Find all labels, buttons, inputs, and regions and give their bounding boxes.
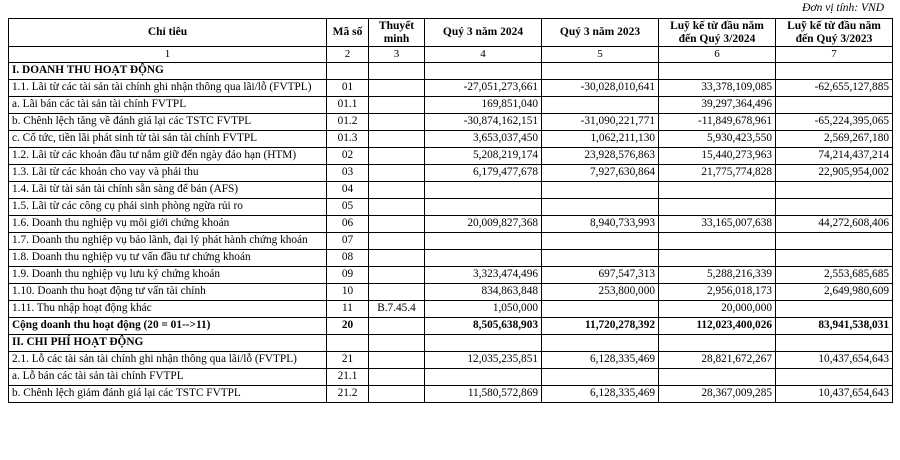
row-note — [369, 385, 425, 402]
row-value-ytd-2023 — [776, 198, 893, 215]
row-code: 20 — [327, 317, 369, 334]
row-label: 1.11. Thu nhập hoạt động khác — [9, 300, 327, 317]
header-ytd-2023 — [776, 18, 893, 47]
row-value-q3-2023: 11,720,278,392 — [542, 317, 659, 334]
row-value-q3-2023: 1,062,211,130 — [542, 130, 659, 147]
row-value-q3-2023 — [542, 62, 659, 79]
row-note — [369, 334, 425, 351]
table-row — [9, 249, 893, 266]
table-row — [9, 368, 893, 385]
row-value-ytd-2023 — [776, 96, 893, 113]
row-value-ytd-2024: 15,440,273,963 — [659, 147, 776, 164]
table-body — [9, 62, 893, 402]
row-note — [369, 215, 425, 232]
row-value-ytd-2024: 33,378,109,085 — [659, 79, 776, 96]
row-label: 1.6. Doanh thu nghiệp vụ môi giới chứng khoán — [9, 215, 327, 232]
table-row — [9, 181, 893, 198]
row-note — [369, 130, 425, 147]
row-value-q3-2024: 1,050,000 — [425, 300, 542, 317]
row-value-q3-2024: 169,851,040 — [425, 96, 542, 113]
header-note-line1: Thuyết — [378, 19, 415, 32]
header-indicator: Chỉ tiêu — [9, 18, 327, 47]
row-label: b. Chênh lệch giảm đánh giá lại các TSTC FVTPL — [9, 385, 327, 402]
table-header — [9, 18, 893, 62]
row-label: 1.1. Lãi từ các tài sản tài chính ghi nhận thông qua lãi/lỗ (FVTPL) — [9, 79, 327, 96]
row-note — [369, 79, 425, 96]
row-value-q3-2023 — [542, 249, 659, 266]
row-value-q3-2023 — [542, 300, 659, 317]
row-value-q3-2024: 11,580,572,869 — [425, 385, 542, 402]
table-row — [9, 113, 893, 130]
row-code: 11 — [327, 300, 369, 317]
header-ytd-2023-line1: Luỹ kế từ đầu năm — [787, 19, 881, 32]
table-row — [9, 96, 893, 113]
row-value-ytd-2024: 20,000,000 — [659, 300, 776, 317]
row-value-ytd-2024 — [659, 368, 776, 385]
row-label: 1.3. Lãi từ các khoản cho vay và phải thu — [9, 164, 327, 181]
row-label: 1.2. Lãi từ các khoản đầu tư nắm giữ đến ngày đáo hạn (HTM) — [9, 147, 327, 164]
row-value-ytd-2024 — [659, 62, 776, 79]
row-value-ytd-2024: 21,775,774,828 — [659, 164, 776, 181]
header-ytd-2024-line2: đến Quý 3/2024 — [678, 32, 756, 45]
table-row — [9, 198, 893, 215]
table-row — [9, 385, 893, 402]
row-value-q3-2024: 3,653,037,450 — [425, 130, 542, 147]
row-value-ytd-2023: 44,272,608,406 — [776, 215, 893, 232]
row-value-ytd-2023 — [776, 181, 893, 198]
row-label: 1.9. Doanh thu nghiệp vụ lưu ký chứng khoán — [9, 266, 327, 283]
header-note-line2: minh — [383, 32, 410, 45]
row-code: 01.1 — [327, 96, 369, 113]
row-code: 21.2 — [327, 385, 369, 402]
row-value-q3-2023 — [542, 96, 659, 113]
row-note — [369, 62, 425, 79]
row-code: 03 — [327, 164, 369, 181]
header-row-numbers — [9, 47, 893, 62]
row-label: II. CHI PHÍ HOẠT ĐỘNG — [9, 334, 327, 351]
row-value-q3-2023 — [542, 198, 659, 215]
row-value-ytd-2023: -65,224,395,065 — [776, 113, 893, 130]
row-value-ytd-2024 — [659, 334, 776, 351]
row-note — [369, 147, 425, 164]
row-value-q3-2024: 12,035,235,851 — [425, 351, 542, 368]
header-q3-2024: Quý 3 năm 2024 — [425, 18, 542, 47]
row-note: B.7.45.4 — [369, 300, 425, 317]
row-value-ytd-2023: 74,214,437,214 — [776, 147, 893, 164]
column-number-6: 6 — [659, 47, 776, 62]
row-code: 06 — [327, 215, 369, 232]
row-value-ytd-2024: 112,023,400,026 — [659, 317, 776, 334]
row-code: 07 — [327, 232, 369, 249]
table-row — [9, 164, 893, 181]
column-number-2: 2 — [327, 47, 369, 62]
row-value-q3-2024 — [425, 62, 542, 79]
row-value-q3-2024 — [425, 198, 542, 215]
row-value-ytd-2024: 28,367,009,285 — [659, 385, 776, 402]
row-value-ytd-2024: -11,849,678,961 — [659, 113, 776, 130]
row-value-q3-2023: -31,090,221,771 — [542, 113, 659, 130]
row-value-ytd-2023 — [776, 232, 893, 249]
table-row — [9, 147, 893, 164]
row-note — [369, 283, 425, 300]
row-value-ytd-2023 — [776, 334, 893, 351]
header-q3-2023: Quý 3 năm 2023 — [542, 18, 659, 47]
row-value-ytd-2023 — [776, 368, 893, 385]
table-row — [9, 351, 893, 368]
row-note — [369, 317, 425, 334]
row-code: 04 — [327, 181, 369, 198]
row-value-q3-2024: 834,863,848 — [425, 283, 542, 300]
row-note — [369, 181, 425, 198]
row-value-q3-2023 — [542, 181, 659, 198]
row-value-q3-2024 — [425, 334, 542, 351]
column-number-4: 4 — [425, 47, 542, 62]
table-row — [9, 62, 893, 79]
row-value-ytd-2024 — [659, 232, 776, 249]
row-code: 01.3 — [327, 130, 369, 147]
header-code: Mã số — [327, 18, 369, 47]
row-note — [369, 351, 425, 368]
row-value-q3-2023 — [542, 368, 659, 385]
row-value-q3-2024: 20,009,827,368 — [425, 215, 542, 232]
table-row — [9, 79, 893, 96]
row-value-q3-2024 — [425, 249, 542, 266]
row-value-q3-2023: 7,927,630,864 — [542, 164, 659, 181]
row-code: 05 — [327, 198, 369, 215]
row-code: 21.1 — [327, 368, 369, 385]
row-value-q3-2024: 6,179,477,678 — [425, 164, 542, 181]
table-row — [9, 317, 893, 334]
row-label: 1.10. Doanh thu hoạt động tư vấn tài chính — [9, 283, 327, 300]
header-note — [369, 18, 425, 47]
row-code: 09 — [327, 266, 369, 283]
row-code — [327, 334, 369, 351]
row-note — [369, 232, 425, 249]
row-note — [369, 96, 425, 113]
row-value-q3-2024 — [425, 368, 542, 385]
row-value-ytd-2024: 5,288,216,339 — [659, 266, 776, 283]
row-value-ytd-2024 — [659, 181, 776, 198]
row-note — [369, 198, 425, 215]
unit-note: Đơn vị tính: VND — [802, 2, 884, 14]
row-value-ytd-2024: 39,297,364,496 — [659, 96, 776, 113]
row-code: 01 — [327, 79, 369, 96]
row-label: 1.8. Doanh thu nghiệp vụ tư vấn đầu tư chứng khoán — [9, 249, 327, 266]
row-value-ytd-2024: 2,956,018,173 — [659, 283, 776, 300]
table-row — [9, 232, 893, 249]
row-value-ytd-2023: 2,553,685,685 — [776, 266, 893, 283]
row-value-ytd-2023 — [776, 249, 893, 266]
row-value-ytd-2023: 2,649,980,609 — [776, 283, 893, 300]
table-row — [9, 300, 893, 317]
header-ytd-2023-line2: đến Quý 3/2023 — [795, 32, 873, 45]
table-row — [9, 130, 893, 147]
row-note — [369, 249, 425, 266]
row-value-ytd-2024: 28,821,672,267 — [659, 351, 776, 368]
row-value-q3-2023: 6,128,335,469 — [542, 351, 659, 368]
row-label: a. Lãi bán các tài sản tài chính FVTPL — [9, 96, 327, 113]
row-label: 1.4. Lãi từ tài sản tài chính sẵn sàng để bán (AFS) — [9, 181, 327, 198]
row-value-ytd-2024 — [659, 249, 776, 266]
row-value-q3-2024 — [425, 232, 542, 249]
header-row-labels — [9, 18, 893, 47]
row-value-q3-2023: 23,928,576,863 — [542, 147, 659, 164]
row-value-ytd-2024: 5,930,423,550 — [659, 130, 776, 147]
row-code: 02 — [327, 147, 369, 164]
row-value-q3-2023: 697,547,313 — [542, 266, 659, 283]
column-number-1: 1 — [9, 47, 327, 62]
row-code: 01.2 — [327, 113, 369, 130]
row-value-ytd-2023: 10,437,654,643 — [776, 351, 893, 368]
row-value-q3-2024 — [425, 181, 542, 198]
column-number-7: 7 — [776, 47, 893, 62]
row-note — [369, 113, 425, 130]
row-value-ytd-2023: 2,569,267,180 — [776, 130, 893, 147]
column-number-3: 3 — [369, 47, 425, 62]
row-value-ytd-2023 — [776, 62, 893, 79]
row-value-ytd-2023 — [776, 300, 893, 317]
row-value-ytd-2023: 10,437,654,643 — [776, 385, 893, 402]
row-value-q3-2023 — [542, 232, 659, 249]
table-row — [9, 283, 893, 300]
row-code: 10 — [327, 283, 369, 300]
row-label: a. Lỗ bán các tài sản tài chính FVTPL — [9, 368, 327, 385]
row-code: 21 — [327, 351, 369, 368]
row-value-ytd-2023: -62,655,127,885 — [776, 79, 893, 96]
row-value-q3-2024: 8,505,638,903 — [425, 317, 542, 334]
row-value-q3-2024: 5,208,219,174 — [425, 147, 542, 164]
row-value-q3-2023: 6,128,335,469 — [542, 385, 659, 402]
row-value-q3-2023: 253,800,000 — [542, 283, 659, 300]
row-label: Cộng doanh thu hoạt động (20 = 01-->11) — [9, 317, 327, 334]
row-value-ytd-2023: 83,941,538,031 — [776, 317, 893, 334]
table-row — [9, 334, 893, 351]
table-row — [9, 266, 893, 283]
row-value-q3-2024: -30,874,162,151 — [425, 113, 542, 130]
financial-statement-table — [8, 18, 893, 403]
row-label: 2.1. Lỗ các tài sản tài chính ghi nhận thông qua lãi/lỗ (FVTPL) — [9, 351, 327, 368]
row-code — [327, 62, 369, 79]
row-value-ytd-2023: 22,905,954,002 — [776, 164, 893, 181]
header-ytd-2024 — [659, 18, 776, 47]
row-value-ytd-2024: 33,165,007,638 — [659, 215, 776, 232]
row-label: b. Chênh lệch tăng về đánh giá lại các TSTC FVTPL — [9, 113, 327, 130]
row-label: c. Cổ tức, tiền lãi phát sinh từ tài sản tài chính FVTPL — [9, 130, 327, 147]
row-note — [369, 368, 425, 385]
row-label: 1.7. Doanh thu nghiệp vụ bảo lãnh, đại lý phát hành chứng khoán — [9, 232, 327, 249]
header-ytd-2024-line1: Luỹ kế từ đầu năm — [670, 19, 764, 32]
row-value-q3-2023 — [542, 334, 659, 351]
table-row — [9, 215, 893, 232]
row-label: I. DOANH THU HOẠT ĐỘNG — [9, 62, 327, 79]
row-label: 1.5. Lãi từ các công cụ phái sinh phòng ngừa rủi ro — [9, 198, 327, 215]
row-value-ytd-2024 — [659, 198, 776, 215]
row-code: 08 — [327, 249, 369, 266]
row-value-q3-2024: 3,323,474,496 — [425, 266, 542, 283]
row-note — [369, 164, 425, 181]
row-value-q3-2024: -27,051,273,661 — [425, 79, 542, 96]
row-note — [369, 266, 425, 283]
row-value-q3-2023: 8,940,733,993 — [542, 215, 659, 232]
row-value-q3-2023: -30,028,010,641 — [542, 79, 659, 96]
column-number-5: 5 — [542, 47, 659, 62]
